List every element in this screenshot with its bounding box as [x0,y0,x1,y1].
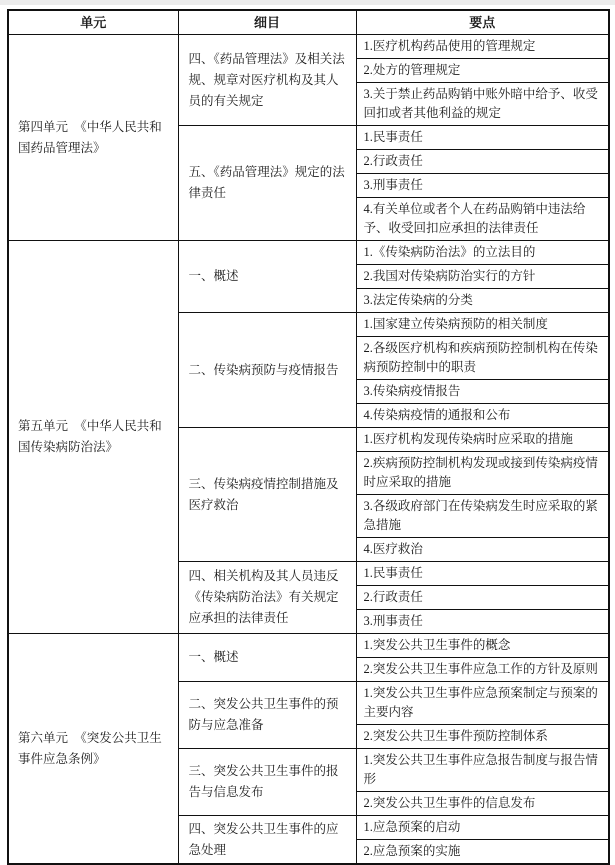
point-cell: 1.医疗机构药品使用的管理规定 [356,35,609,59]
point-cell: 1.民事责任 [356,562,609,586]
detail-cell: 一、概述 [178,241,356,313]
point-cell: 2.突发公共卫生事件应急工作的方针及原则 [356,658,609,682]
point-cell: 2.我国对传染病防治实行的方针 [356,265,609,289]
point-cell: 2.应急预案的实施 [356,840,609,865]
point-cell: 3.刑事责任 [356,174,609,198]
point-cell: 3.传染病疫情报告 [356,380,609,404]
point-cell: 1.民事责任 [356,126,609,150]
column-header-detail: 细目 [178,10,356,35]
detail-cell: 三、突发公共卫生事件的报告与信息发布 [178,749,356,816]
unit-cell: 第六单元 《突发公共卫生事件应急条例》 [8,634,178,865]
detail-cell: 四、突发公共卫生事件的应急处理 [178,816,356,865]
unit-cell: 第四单元 《中华人民共和国药品管理法》 [8,35,178,241]
point-cell: 2.行政责任 [356,150,609,174]
point-cell: 4.医疗救治 [356,538,609,562]
syllabus-table [7,9,610,865]
point-cell: 3.刑事责任 [356,610,609,634]
point-cell: 2.疾病预防控制机构发现或接到传染病疫情时应采取的措施 [356,452,609,495]
point-cell: 2.行政责任 [356,586,609,610]
point-cell: 2.各级医疗机构和疾病预防控制机构在传染病预防控制中的职责 [356,337,609,380]
column-header-unit: 单元 [8,10,178,35]
point-cell: 2.突发公共卫生事件的信息发布 [356,792,609,816]
table-row [8,241,609,265]
point-cell: 3.关于禁止药品购销中账外暗中给予、收受回扣或者其他利益的规定 [356,83,609,126]
detail-cell: 五、《药品管理法》规定的法律责任 [178,126,356,241]
detail-cell: 二、突发公共卫生事件的预防与应急准备 [178,682,356,749]
point-cell: 1.突发公共卫生事件应急预案制定与预案的主要内容 [356,682,609,725]
detail-cell: 二、传染病预防与疫情报告 [178,313,356,428]
detail-cell: 一、概述 [178,634,356,682]
syllabus-table-body [8,35,609,865]
point-cell: 1.《传染病防治法》的立法目的 [356,241,609,265]
point-cell: 3.法定传染病的分类 [356,289,609,313]
detail-cell: 四、相关机构及其人员违反《传染病防治法》有关规定应承担的法律责任 [178,562,356,634]
document-area [0,5,615,865]
point-cell: 1.突发公共卫生事件应急报告制度与报告情形 [356,749,609,792]
point-cell: 3.各级政府部门在传染病发生时应采取的紧急措施 [356,495,609,538]
unit-cell: 第五单元 《中华人民共和国传染病防治法》 [8,241,178,634]
point-cell: 4.有关单位或者个人在药品购销中违法给予、收受回扣应承担的法律责任 [356,198,609,241]
point-cell: 1.医疗机构发现传染病时应采取的措施 [356,428,609,452]
point-cell: 1.应急预案的启动 [356,816,609,840]
point-cell: 1.突发公共卫生事件的概念 [356,634,609,658]
column-header-points: 要点 [356,10,609,35]
detail-cell: 四、《药品管理法》及相关法规、规章对医疗机构及其人员的有关规定 [178,35,356,126]
table-row [8,35,609,59]
point-cell: 2.突发公共卫生事件预防控制体系 [356,725,609,749]
table-header-row [8,10,609,35]
point-cell: 1.国家建立传染病预防的相关制度 [356,313,609,337]
point-cell: 4.传染病疫情的通报和公布 [356,404,609,428]
table-row [8,634,609,658]
point-cell: 2.处方的管理规定 [356,59,609,83]
detail-cell: 三、传染病疫情控制措施及医疗救治 [178,428,356,562]
